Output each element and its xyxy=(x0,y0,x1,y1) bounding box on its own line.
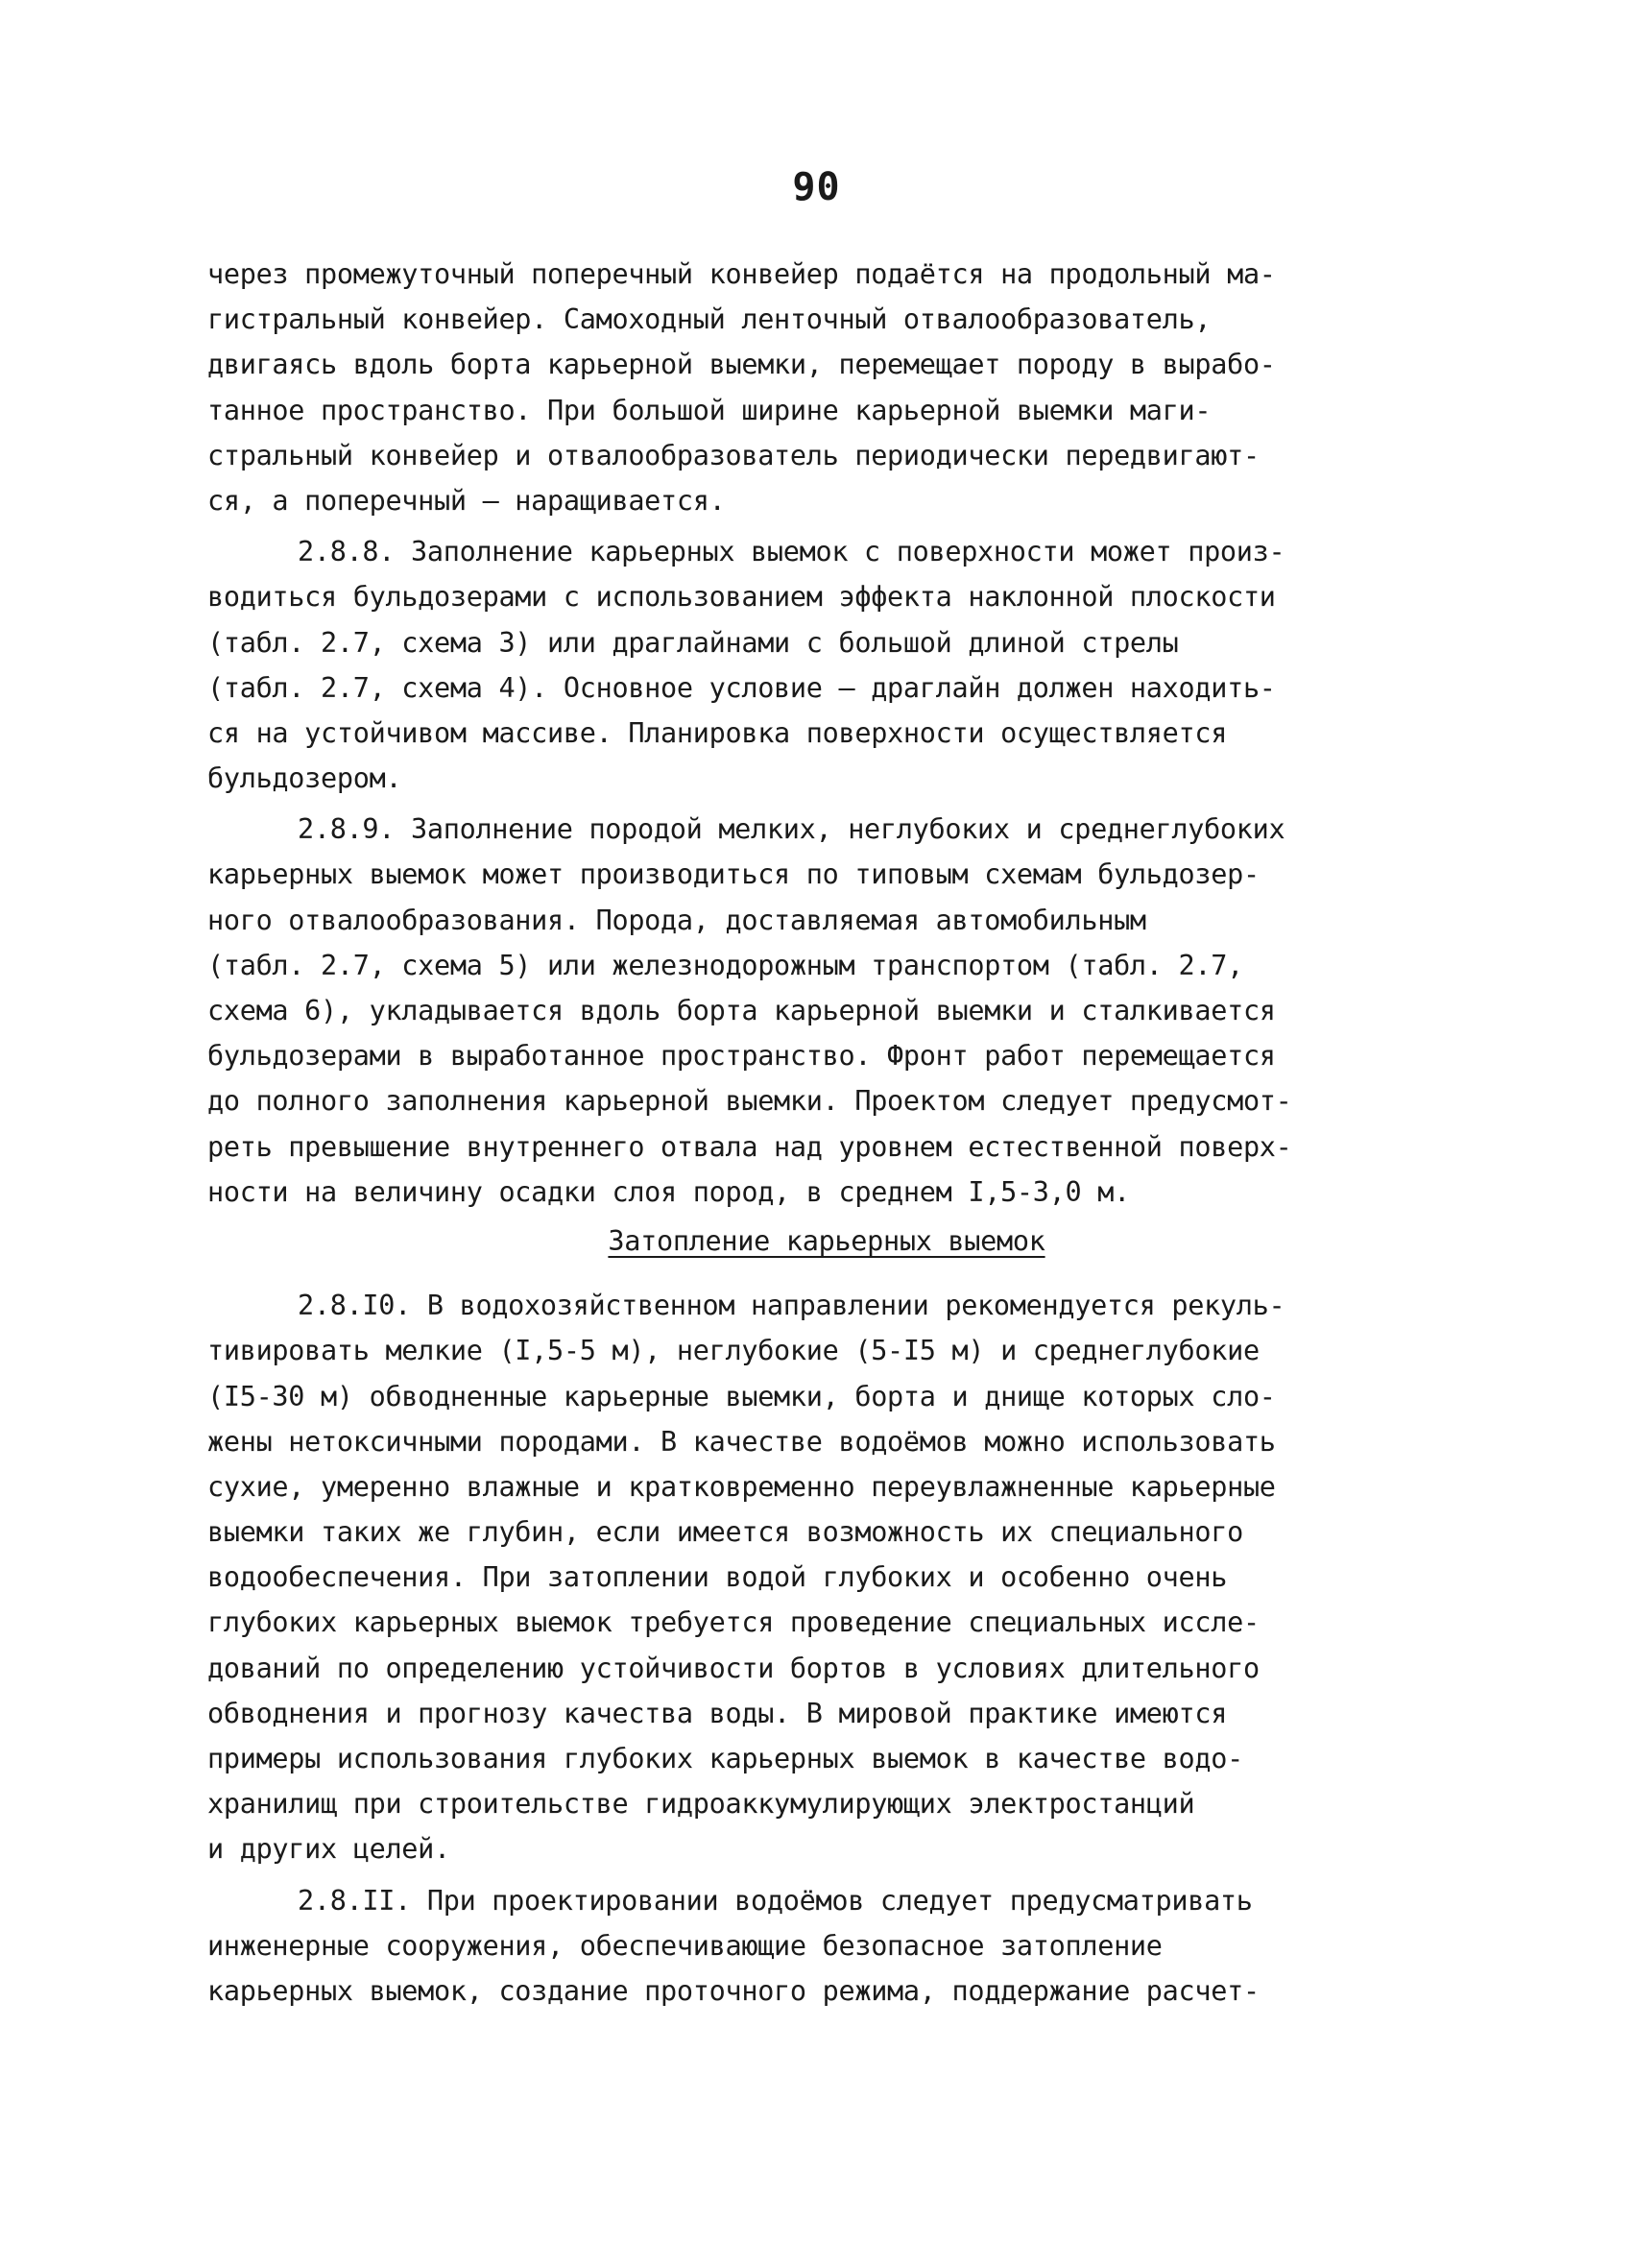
text-line: 2.8.I0. В водохозяйственном направлении рекомендуется рекуль- xyxy=(298,1290,1285,1322)
text-line: схема 6), укладывается вдоль борта карьерной выемки и сталкивается xyxy=(207,995,1276,1026)
text-line: хранилищ при строительстве гидроаккумулирующих электростанций xyxy=(207,1788,1195,1821)
paragraph-continued xyxy=(207,252,1446,523)
text-line: (табл. 2.7, схема 4). Основное условие – драглайн должен находить- xyxy=(207,671,1276,704)
text-line: реть превышение внутреннего отвала над уровнем естественной поверх- xyxy=(207,1130,1292,1163)
text-line: обводнения и прогнозу качества воды. В мировой практике имеются xyxy=(207,1697,1228,1729)
paragraph-2-8-10 xyxy=(207,1283,1446,1871)
text-line: двигаясь вдоль борта карьерной выемки, перемещает породу в вырабо- xyxy=(207,349,1276,381)
text-line: водообеспечения. При затоплении водой глубоких и особенно очень xyxy=(207,1561,1228,1594)
text-line: (табл. 2.7, схема 3) или драглайнами с большой длиной стрелы xyxy=(207,626,1179,659)
page-number: 90 xyxy=(792,165,841,209)
text-line: инженерные сооружения, обеспечивающие безопасное затопление xyxy=(207,1929,1163,1962)
section-heading-text: Затопление карьерных выемок xyxy=(608,1224,1045,1257)
text-line: 2.8.9. Заполнение породой мелких, неглубоких и среднеглубоких xyxy=(298,813,1285,846)
text-line: (табл. 2.7, схема 5) или железнодорожным транспортом (табл. 2.7, xyxy=(207,949,1243,981)
text-line: глубоких карьерных выемок требуется проведение специальных иссле- xyxy=(207,1606,1260,1639)
text-line: ся на устойчивом массиве. Планировка поверхности осуществляется xyxy=(207,716,1228,749)
text-line: сухие, умеренно влажные и кратковременно переувлажненные карьерные xyxy=(207,1470,1276,1503)
text-line: и других целей. xyxy=(207,1833,450,1866)
text-line: карьерных выемок может производиться по типовым схемам бульдозер- xyxy=(207,858,1260,891)
text-line: дований по определению устойчивости бортов в условиях длительного xyxy=(207,1652,1260,1684)
text-line: ся, а поперечный – наращивается. xyxy=(207,484,726,517)
text-line: ного отвалообразования. Порода, доставляемая автомобильным xyxy=(207,904,1146,936)
text-line: тивировать мелкие (I,5-5 м), неглубокие (5-I5 м) и среднеглубокие xyxy=(207,1335,1260,1367)
paragraph-2-8-9 xyxy=(207,807,1446,1215)
document-body xyxy=(207,252,1446,2014)
text-line: до полного заполнения карьерной выемки. Проектом следует предусмот- xyxy=(207,1085,1292,1118)
text-line: гистральный конвейер. Самоходный ленточный отвалообразователь, xyxy=(207,303,1212,336)
text-line: водиться бульдозерами с использованием эффекта наклонной плоскости xyxy=(207,581,1276,614)
text-line: примеры использования глубоких карьерных выемок в качестве водо- xyxy=(207,1743,1243,1774)
text-line: танное пространство. При большой ширине карьерной выемки маги- xyxy=(207,394,1212,426)
text-line: через промежуточный поперечный конвейер подаётся на продольный ма- xyxy=(207,258,1276,290)
text-line: стральный конвейер и отвалообразователь периодически передвигают- xyxy=(207,439,1260,471)
text-line: (I5-30 м) обводненные карьерные выемки, борта и днище которых сло- xyxy=(207,1380,1276,1412)
text-line: карьерных выемок, создание проточного режима, поддержание расчет- xyxy=(207,1974,1260,2007)
text-line: бульдозером. xyxy=(207,762,402,795)
text-line: 2.8.8. Заполнение карьерных выемок с поверхности может произ- xyxy=(298,536,1285,568)
text-line: выемки таких же глубин, если имеется возможность их специального xyxy=(207,1516,1243,1549)
text-line: ности на величину осадки слоя пород, в среднем I,5-3,0 м. xyxy=(207,1175,1130,1208)
paragraph-2-8-8 xyxy=(207,529,1446,801)
text-line: жены нетоксичными породами. В качестве водоёмов можно использовать xyxy=(207,1425,1276,1458)
paragraph-2-8-11 xyxy=(207,1878,1446,2015)
text-line: 2.8.II. При проектировании водоёмов следует предусматривать xyxy=(298,1884,1253,1917)
text-line: бульдозерами в выработанное пространство. Фронт работ перемещается xyxy=(207,1040,1276,1073)
section-heading xyxy=(207,1218,1446,1264)
